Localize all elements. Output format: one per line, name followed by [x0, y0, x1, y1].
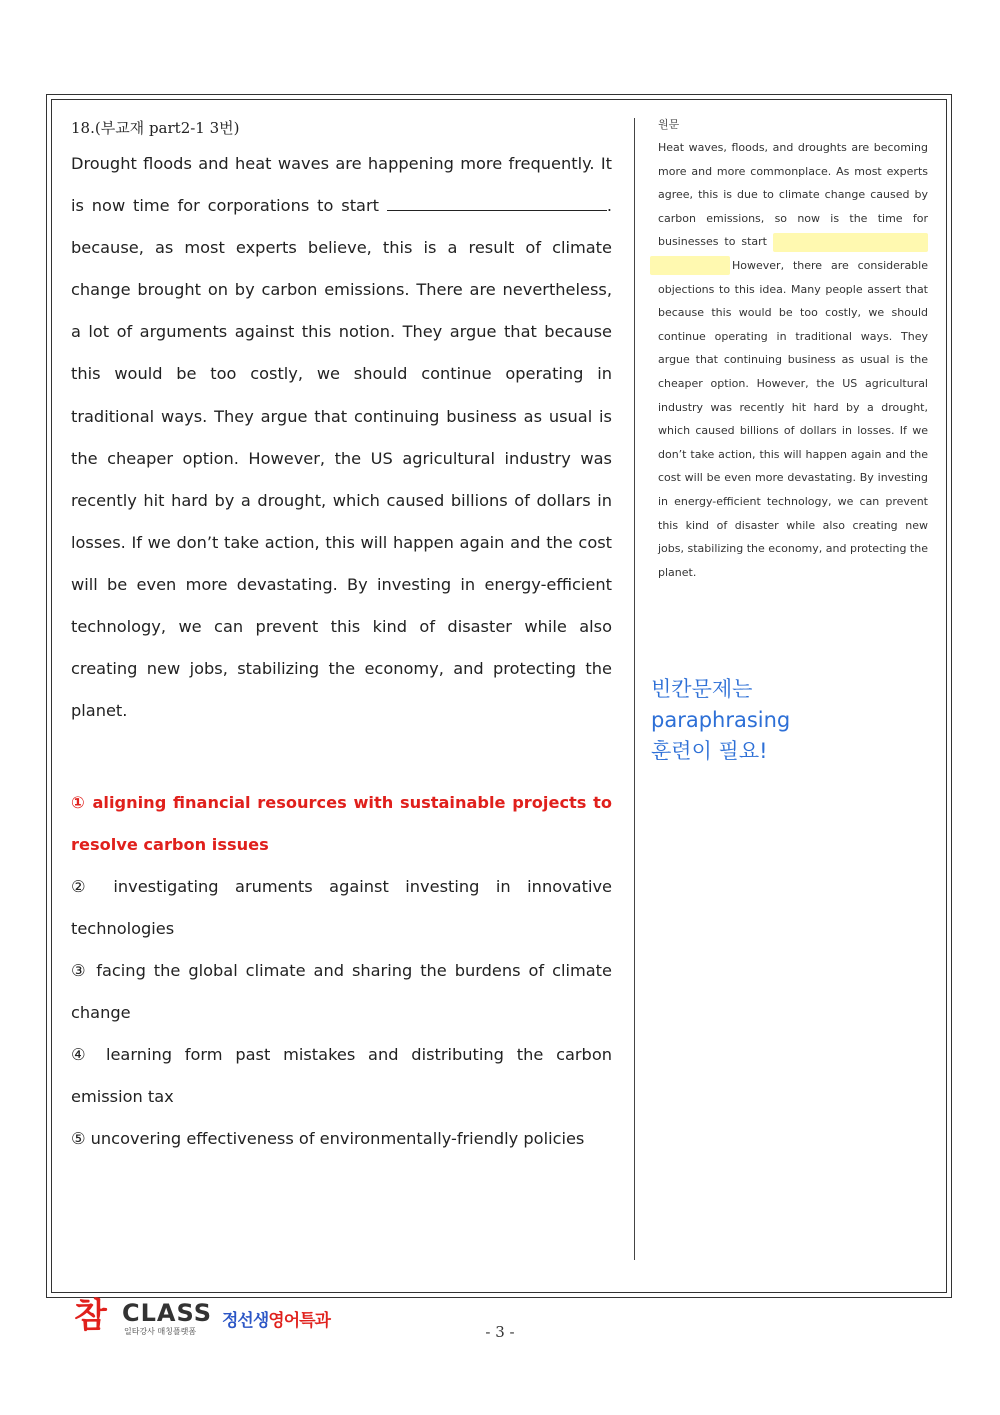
brand-name-part1: 정선생 — [222, 1311, 269, 1331]
brand-name — [222, 1310, 330, 1332]
original-text-column — [658, 114, 928, 584]
choice-4: ④ learning form past mistakes and distributing the carbon emission tax — [71, 1045, 612, 1107]
logo-mark: 참 — [74, 1296, 105, 1336]
note-line-3: 훈련이 필요! — [651, 739, 768, 763]
logo-subtitle: 일타강사 매칭플랫폼 — [124, 1327, 197, 1336]
footer-logo — [74, 1296, 354, 1344]
logo-class-text: CLASS — [122, 1299, 212, 1327]
passage-after-blank: . because, as most experts believe, this is a result of climate change brought on by carbon emissions. There are nevertheless, a lot of arguments against this notion. They argue that because this would be too costly, we should continue operating in traditional ways. They argue that continuing business as usual is the cheaper option. However, the US agricultural industry was recently hit hard by a drought, which caused billions of dollars in losses. If we don’t take action, this will happen again and the cost will be even more devastating. By investing in energy-efficient technology, we can prevent this kind of disaster while also creating new jobs, stabilizing the economy, and protecting the planet. — [71, 196, 612, 721]
note-line-1: 빈칸문제는 — [651, 677, 753, 701]
answer-choices — [71, 782, 612, 1160]
question-passage — [71, 143, 612, 732]
choice-1-correct: ① aligning financial resources with sustainable projects to resolve carbon issues — [71, 793, 612, 855]
brand-name-part2: 영어특과 — [268, 1311, 330, 1331]
original-text — [658, 136, 928, 584]
highlight-mark-continued — [650, 256, 730, 275]
highlight-mark — [773, 233, 928, 252]
handwritten-note — [651, 674, 901, 767]
choice-3: ③ facing the global climate and sharing the burdens of climate change — [71, 961, 612, 1023]
original-text-before: Heat waves, floods, and droughts are becoming more and more commonplace. As most experts agree, this is due to climate change caused by carbon emissions, so now is the time for businesses to start — [658, 141, 928, 249]
question-column — [71, 113, 612, 1160]
original-label: 원문 — [658, 118, 680, 131]
note-line-2: paraphrasing — [651, 708, 791, 732]
column-divider — [634, 118, 635, 1260]
answer-blank — [387, 194, 607, 211]
passage-before-blank: Drought floods and heat waves are happening more frequently. It is now time for corporations to start — [71, 154, 612, 216]
page-number: - 3 - — [485, 1323, 515, 1341]
choice-5: ⑤ uncovering effectiveness of environmentally-friendly policies — [71, 1129, 585, 1149]
question-number: 18.(부교재 part2-1 3번) — [71, 119, 240, 137]
choice-2: ② investigating aruments against investing in innovative technologies — [71, 877, 612, 939]
original-text-after: However, there are considerable objections to this idea. Many people assert that because this would be too costly, we should continue operating in traditional ways. They argue that continuing business as usual is the cheaper option. However, the US agricultural industry was recently hit hard by a drought, which caused billions of dollars in losses. If we don’t take action, this will happen again and the cost will be even more devastating. By investing in energy-efficient technology, we can prevent this kind of disaster while also creating new jobs, stabilizing the economy, and protecting the planet. — [658, 258, 928, 579]
